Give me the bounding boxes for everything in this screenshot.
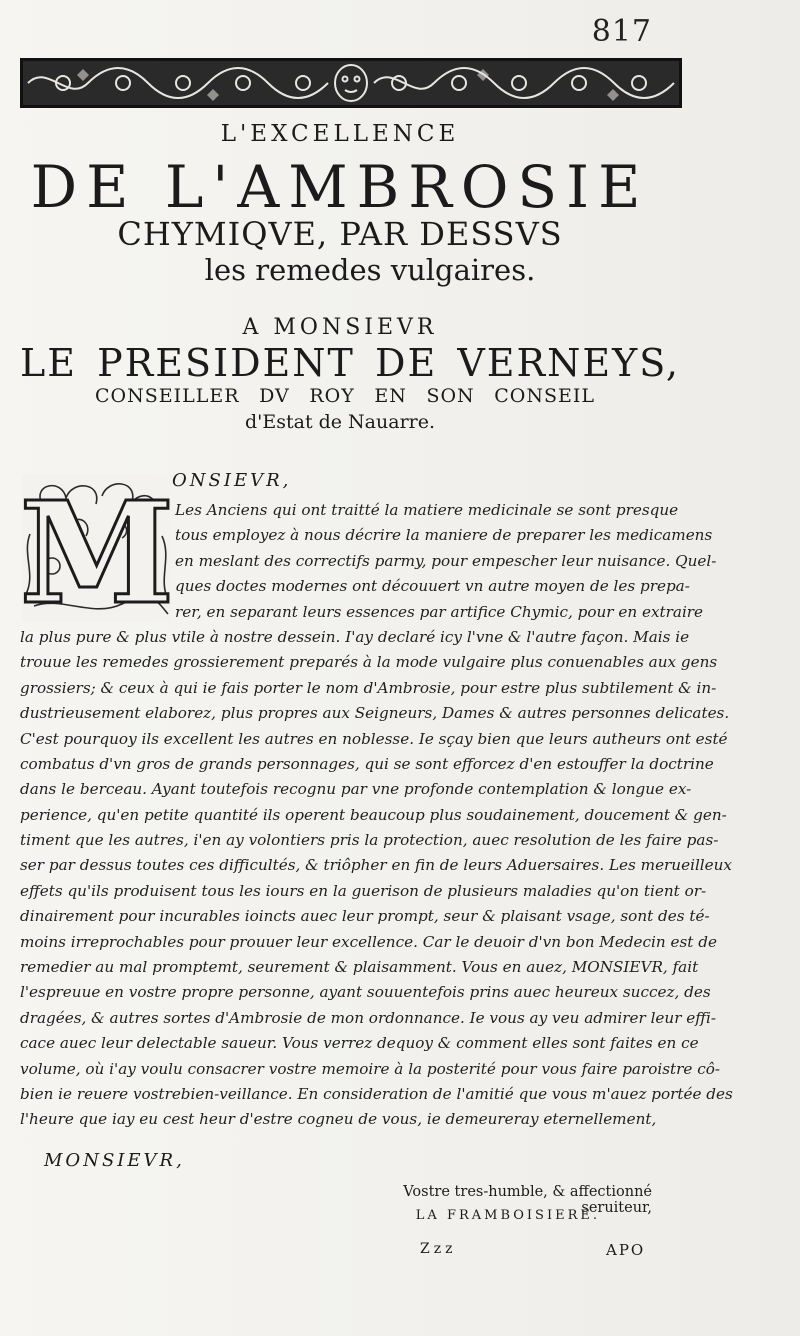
signature-mark: Zzz — [420, 1241, 457, 1257]
text-line: bien ie reuere vostrebien-veillance. En consideration de l'amitié que vous m'auez portée des — [20, 1084, 733, 1103]
text-line: effets qu'ils produisent tous les iours en la guerison de plusieurs maladies qu'on tient or- — [20, 881, 707, 900]
text-line: trouue les remedes grossierement preparés à la mode vulgaire plus conuenables aux gens — [20, 653, 718, 672]
text-line: perience, qu'en petite quantité ils operent beaucoup plus soudainement, doucement & gen- — [20, 805, 727, 824]
text-line: Les Anciens qui ont traitté la matiere medicinale se sont presque — [175, 501, 679, 519]
text-line: ser par dessus toutes ces difficultés, & triôpher en fin de leurs Aduersaires. Les merueilleux — [20, 856, 732, 875]
ornamental-headpiece — [20, 58, 682, 108]
dedication-line-3: CONSEILLER DV ROY EN SON CONSEIL — [95, 385, 595, 407]
title-line-1: L'EXCELLENCE — [220, 121, 460, 147]
text-line: tous employez à nous décrire la maniere de preparer les medicamens — [175, 526, 713, 545]
text-line: l'heure que iay eu cest heur d'estre cogneu de vous, ie demeureray eternellement, — [20, 1110, 657, 1129]
text-line: la plus pure & plus vtile à nostre dessein. I'ay declaré icy l'vne & l'autre façon. Mais ie — [20, 627, 690, 646]
dropcap-letter: M — [19, 472, 175, 636]
catchword: APO — [606, 1241, 646, 1259]
signature-line-1: Vostre tres-humble, & affectionné seruiteur, — [403, 1184, 652, 1216]
signature-name: LA FRAMBOISIERE. — [415, 1208, 600, 1223]
dedication-line-1: A MONSIEVR — [242, 315, 438, 340]
title-line-4: les remedes vulgaires. — [204, 253, 536, 287]
text-line: dinairement pour incurables ioincts auec leur prompt, seur & plaisant vsage, sont des té- — [20, 907, 710, 926]
text-line: rer, en separant leurs essences par artifice Chymic, pour en extraire — [175, 602, 704, 621]
text-line: l'espreuue en vostre propre personne, ayant souuentefois prins auec heureux succez, des — [20, 983, 711, 1002]
text-line: volume, où i'ay voulu consacrer vostre memoire à la posterité pour vous faire paroistre cô- — [20, 1059, 720, 1078]
text-line: dragées, & autres sortes d'Ambrosie de mon ordonnance. Ie vous ay veu admirer leur effi- — [20, 1008, 717, 1027]
text-line: ques doctes modernes ont découuert vn autre moyen de les prepa- — [175, 577, 690, 596]
title-line-3: CHYMIQVE, PAR DESSVS — [117, 215, 563, 253]
dedication-line-2: LE PRESIDENT DE VERNEYS, — [20, 341, 680, 385]
text-line: grossiers; & ceux à qui ie fais porter le nom d'Ambrosie, pour estre plus subtilement & in- — [20, 678, 717, 697]
text-line: C'est pourquoy ils excellent les autres en noblesse. Ie sçay bien que leurs autheurs ont esté — [20, 729, 728, 748]
dedication-line-4: d'Estat de Nauarre. — [244, 411, 436, 433]
headpiece-ornament-icon — [23, 61, 679, 105]
closing-salutation: MONSIEVR, — [44, 1150, 185, 1171]
body-text — [20, 498, 733, 1133]
title-line-2: DE L'AMBROSIE — [30, 153, 650, 221]
text-line: remedier au mal promptemt, seurement & plaisamment. Vous en auez, MONSIEVR, fait — [20, 958, 699, 977]
text-line: combatus d'vn gros de grands personnages, qui se sont efforcez d'en estouffer la doctrine — [20, 754, 714, 773]
page-number: 817 — [591, 14, 652, 49]
text-line: dustrieusement elaborez, plus propres aux Seigneurs, Dames & autres personnes delicates. — [20, 704, 730, 723]
text-line: en meslant des correctifs parmy, pour empescher leur nuisance. Quel- — [175, 551, 717, 570]
text-line: timent que les autres, i'en ay volontiers pris la protection, auec resolution de les faire pas- — [20, 831, 719, 850]
opening-salutation: ONSIEVR, — [172, 470, 292, 491]
text-line: dans le berceau. Ayant toutefois recognu par vne profonde contemplation & longue ex- — [20, 780, 692, 799]
text-line: moins irreprochables pour prouuer leur excellence. Car le deuoir d'vn bon Medecin est de — [20, 932, 717, 951]
text-line: cace auec leur delectable saueur. Vous verrez dequoy & comment elles sont faites en ce — [20, 1034, 699, 1053]
